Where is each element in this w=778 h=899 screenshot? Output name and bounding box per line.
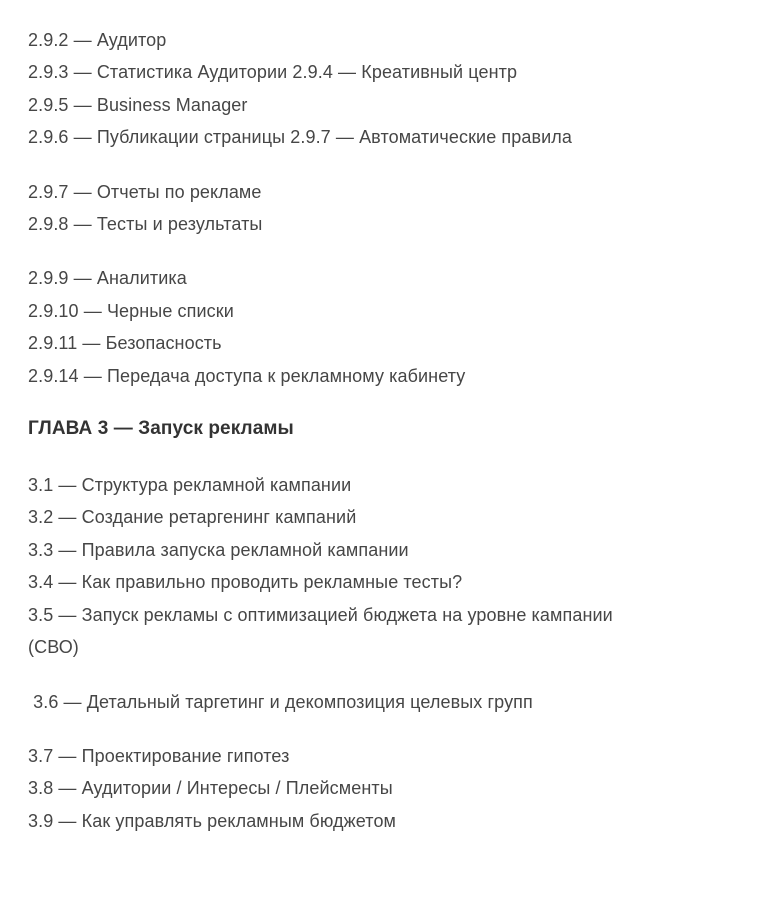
toc-entry: 2.9.11 — Безопасность [28,333,222,354]
toc-entry: 3.8 — Аудитории / Интересы / Плейсменты [28,778,393,799]
toc-group-chapter3-b [28,686,708,718]
toc-entry: 3.1 — Структура рекламной кампании [28,475,352,496]
toc-entry: 2.9.8 — Тесты и результаты [28,214,263,235]
toc-entry: 2.9.14 — Передача доступа к рекламному кабинету [28,365,466,386]
toc-entry: 3.3 — Правила запуска рекламной кампании [28,539,409,560]
toc-entry: 3.5 — Запуск рекламы с оптимизацией бюджета на уровне кампании [28,604,613,625]
toc-entry: 2.9.2 — Аудитор [28,30,167,50]
toc-group-chapter2-a [28,24,708,154]
toc-entry: (СВО) [28,637,79,658]
toc-entry: 3.6 — Детальный таргетинг и декомпозиция целевых групп [28,691,533,712]
toc-group-chapter2-b [28,176,708,241]
toc-entry: 3.9 — Как управлять рекламным бюджетом [28,810,397,831]
toc-entry: 2.9.6 — Публикации страницы 2.9.7 — Автоматические правила [28,127,573,148]
chapter-3-heading: ГЛАВА 3 — Запуск рекламы [28,418,294,440]
toc-entry: 2.9.7 — Отчеты по рекламе [28,181,262,202]
toc-entry: 2.9.5 — Business Manager [28,94,248,115]
toc-entry: 3.4 — Как правильно проводить рекламные тесты? [28,572,463,593]
toc-entry: 3.7 — Проектирование гипотез [28,745,290,766]
toc-entry: 2.9.3 — Статистика Аудитории 2.9.4 — Креативный центр [28,62,518,83]
toc-group-chapter2-c [28,262,708,392]
toc-entry: 2.9.9 — Аналитика [28,268,187,289]
toc-entry: 2.9.10 — Черные списки [28,300,234,321]
toc-entry: 3.2 — Создание ретаргенинг кампаний [28,507,357,528]
toc-group-chapter3-a [28,469,708,663]
toc-group-chapter3-c [28,740,708,837]
